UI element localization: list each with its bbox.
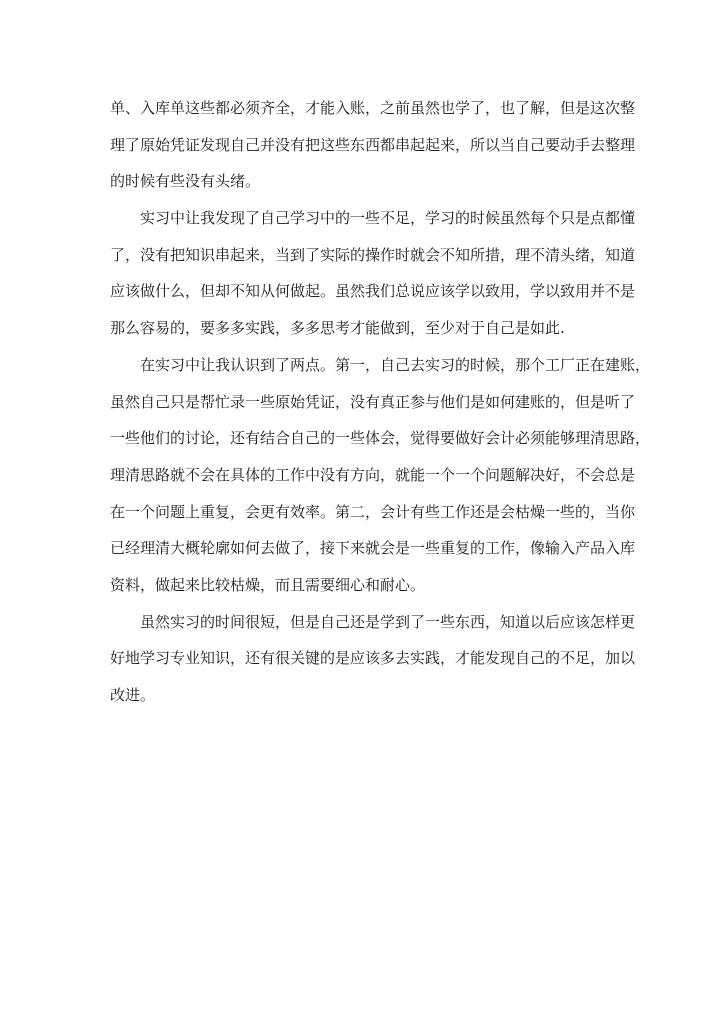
text-line: 单、入库单这些都必须齐全，才能入账，之前虽然也学了，也了解，但是这次整 <box>110 99 636 117</box>
paragraph-1 <box>110 90 636 200</box>
paragraph-2 <box>110 200 636 347</box>
text-line: 应该做什么，但却不知从何做起。虽然我们总说应该学以致用，学以致用并不是 <box>110 282 636 301</box>
document-body <box>110 90 651 714</box>
text-line: 资料，做起来比较枯燥，而且需要细心和耐心。 <box>110 575 426 594</box>
text-line: 好地学习专业知识，还有很关键的是应该多去实践，才能发现自己的不足，加以 <box>110 649 636 668</box>
text-line: 一些他们的讨论，还有结合自己的一些体会，觉得要做好会计必须能够理清思路， <box>110 429 651 448</box>
text-line: 已经理清大概轮廓如何去做了，接下来就会是一些重复的工作，像输入产品入库 <box>110 539 636 558</box>
text-line: 实习中让我发现了自己学习中的一些不足，学习的时候虽然每个只是点都懂 <box>140 209 636 228</box>
paragraph-4 <box>110 604 636 714</box>
text-line: 的时候有些没有头绪。 <box>110 172 261 191</box>
text-line: 理清思路就不会在具体的工作中没有方向，就能一个一个问题解决好，不会总是 <box>110 465 636 484</box>
paragraph-3 <box>110 347 651 604</box>
text-line: 那么容易的，要多多实践，多多思考才能做到，至少对于自己是如此. <box>110 319 565 338</box>
text-line: 理了原始凭证发现自己并没有把这些东西都串起起来，所以当自己要动手去整理 <box>110 135 636 154</box>
text-line: 改进。 <box>110 686 156 704</box>
text-line: 虽然实习的时间很短，但是自己还是学到了一些东西，知道以后应该怎样更 <box>140 612 636 631</box>
text-line: 在实习中让我认识到了两点。第一，自己去实习的时候，那个工厂正在建账， <box>140 355 651 374</box>
text-line: 了，没有把知识串起来，当到了实际的操作时就会不知所措，理不清头绪，知道 <box>110 245 636 264</box>
text-line: 虽然自己只是帮忙录一些原始凭证，没有真正参与他们是如何建账的，但是听了 <box>110 392 636 411</box>
text-line: 在一个问题上重复，会更有效率。第二，会计有些工作还是会枯燥一些的，当你 <box>110 502 636 521</box>
